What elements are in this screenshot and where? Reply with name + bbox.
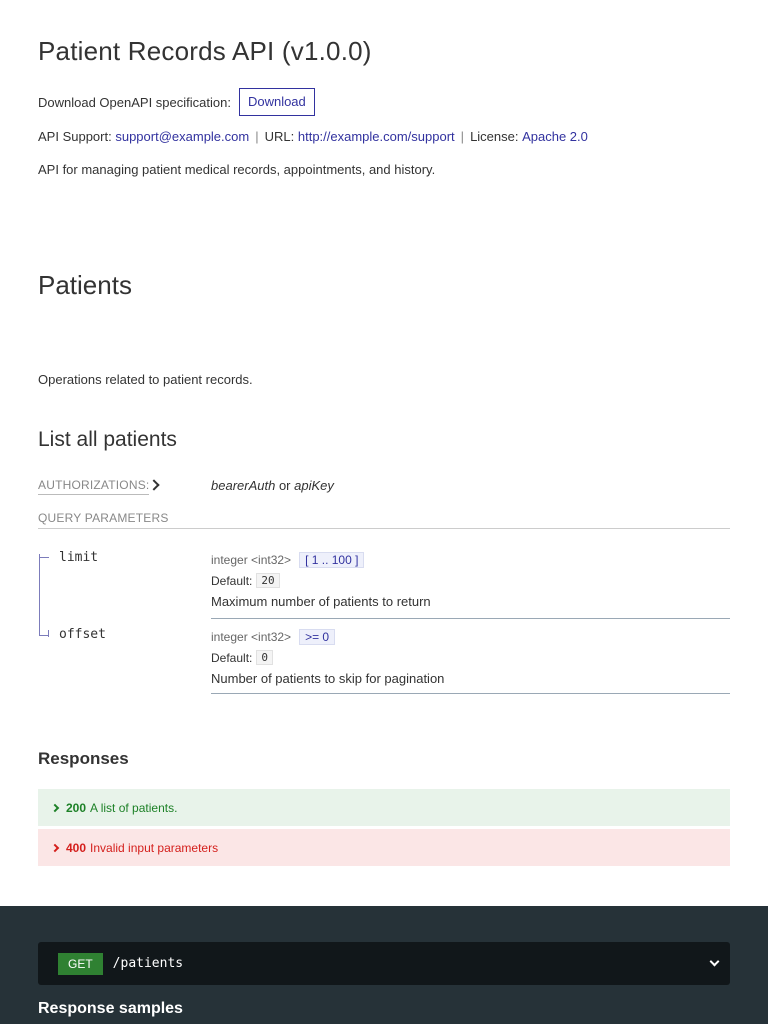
download-button[interactable]: Download [239, 88, 315, 116]
tree-line [39, 557, 49, 558]
support-email-link[interactable]: support@example.com [115, 129, 250, 144]
param-type: integer <int32> [211, 553, 292, 567]
response-200[interactable] [38, 789, 730, 826]
chevron-right-icon [51, 803, 59, 811]
param-constraint: [ 1 .. 100 ] [299, 552, 364, 568]
auth-scheme-apikey: apiKey [294, 478, 334, 493]
tree-line [39, 560, 40, 636]
param-default-label: Default: [211, 650, 253, 665]
separator: | [255, 129, 259, 144]
separator: | [460, 129, 465, 144]
param-default-label: Default: [211, 573, 253, 588]
auth-schemes [211, 478, 334, 493]
api-description: API for managing patient medical records, appointments, and history. [38, 162, 436, 177]
param-default-value: 20 [256, 573, 279, 588]
response-description: Invalid input parameters [90, 840, 219, 855]
license-label: License: [470, 129, 519, 144]
chevron-right-icon[interactable] [148, 479, 159, 490]
support-label: API Support: [38, 129, 112, 144]
endpoint-path: /patients [112, 956, 184, 971]
param-name-offset: offset [59, 627, 106, 642]
section-title: Patients [38, 270, 132, 300]
response-code: 200 [66, 800, 87, 815]
auth-scheme-bearer: bearerAuth [211, 478, 276, 493]
response-description: A list of patients. [90, 800, 178, 815]
authorizations-row [38, 478, 730, 498]
section-description: Operations related to patient records. [38, 372, 253, 387]
divider [211, 693, 730, 694]
api-title: Patient Records API (v1.0.0) [38, 36, 372, 66]
operation-title: List all patients [38, 428, 177, 451]
divider [38, 528, 730, 529]
chevron-right-icon [51, 843, 59, 851]
chevron-down-icon [710, 957, 720, 967]
param-default-value: 0 [256, 650, 273, 665]
license-link[interactable]: Apache 2.0 [522, 129, 588, 144]
responses-title: Responses [38, 749, 129, 768]
response-400[interactable] [38, 829, 730, 866]
param-type: integer <int32> [211, 630, 292, 644]
param-description: Number of patients to skip for pagination [211, 671, 445, 686]
query-parameters-label: QUERY PARAMETERS [38, 511, 169, 525]
support-url-link[interactable]: http://example.com/support [297, 129, 455, 144]
api-info-row [38, 129, 588, 144]
response-code: 400 [66, 840, 87, 855]
endpoint-toggle[interactable] [38, 942, 730, 985]
download-label: Download OpenAPI specification: [38, 94, 231, 110]
param-description: Maximum number of patients to return [211, 594, 431, 609]
tree-line [48, 630, 49, 637]
download-row [38, 88, 315, 116]
authorizations-toggle[interactable]: AUTHORIZATIONS: [38, 478, 149, 495]
divider [211, 618, 730, 619]
param-constraint: >= 0 [299, 629, 335, 645]
auth-or: or [278, 478, 291, 493]
param-details-offset [211, 629, 730, 686]
url-label: URL: [264, 129, 295, 144]
param-details-limit [211, 552, 730, 609]
http-method-badge: GET [58, 953, 103, 975]
response-samples-title: Response samples [38, 1000, 183, 1017]
param-name-limit: limit [59, 550, 99, 565]
